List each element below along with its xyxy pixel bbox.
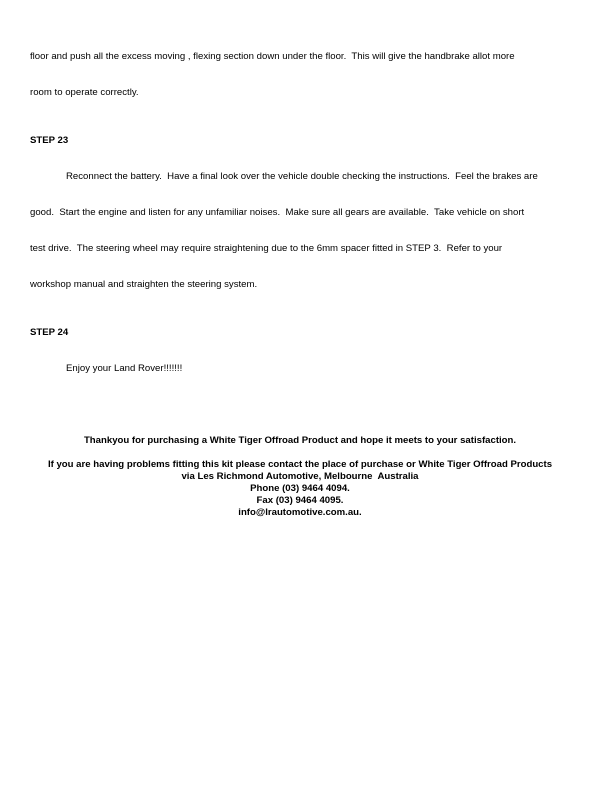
phone-number: Phone (03) 9464 4094. — [250, 483, 350, 494]
contact-line: via Les Richmond Automotive, Melbourne Australia — [181, 471, 419, 482]
step-23-line: good. Start the engine and listen for any unfamiliar noises. Make sure all gears are available. Take vehicle on short — [30, 207, 525, 218]
contact-line: If you are having problems fitting this kit please contact the place of purchase or White Tiger Offroad Products — [47, 459, 553, 470]
thank-you-note — [30, 435, 570, 447]
spacer — [30, 399, 570, 411]
step-23-line: workshop manual and straighten the steering system. — [30, 279, 258, 290]
step-24-heading: STEP 24 — [30, 327, 69, 338]
intro-paragraph — [30, 27, 570, 123]
thank-you-line: Thankyou for purchasing a White Tiger Offroad Product and hope it meets to your satisfaction. — [83, 435, 517, 446]
spacer — [30, 315, 570, 327]
step-24-line: Enjoy your Land Rover!!!!!!! — [66, 363, 183, 374]
email-address: info@lrautomotive.com.au. — [238, 507, 362, 518]
step-23-heading: STEP 23 — [30, 135, 69, 146]
intro-line: floor and push all the excess moving , flexing section down under the floor. This will give the handbrake allot more — [30, 51, 515, 62]
step-23-line: test drive. The steering wheel may require straightening due to the 6mm spacer fitted in STEP 3. Refer to your — [30, 243, 503, 254]
intro-line: room to operate correctly. — [30, 87, 139, 98]
spacer — [30, 123, 570, 135]
document-page — [30, 27, 570, 519]
step-23-line: Reconnect the battery. Have a final look over the vehicle double checking the instructions. Feel the brakes are — [66, 171, 538, 182]
spacer — [30, 423, 570, 435]
step-23-paragraph — [30, 147, 570, 315]
spacer — [30, 411, 570, 423]
spacer — [30, 447, 570, 459]
contact-block — [30, 459, 570, 519]
fax-number: Fax (03) 9464 4095. — [256, 495, 344, 506]
step-24-paragraph — [30, 339, 570, 399]
